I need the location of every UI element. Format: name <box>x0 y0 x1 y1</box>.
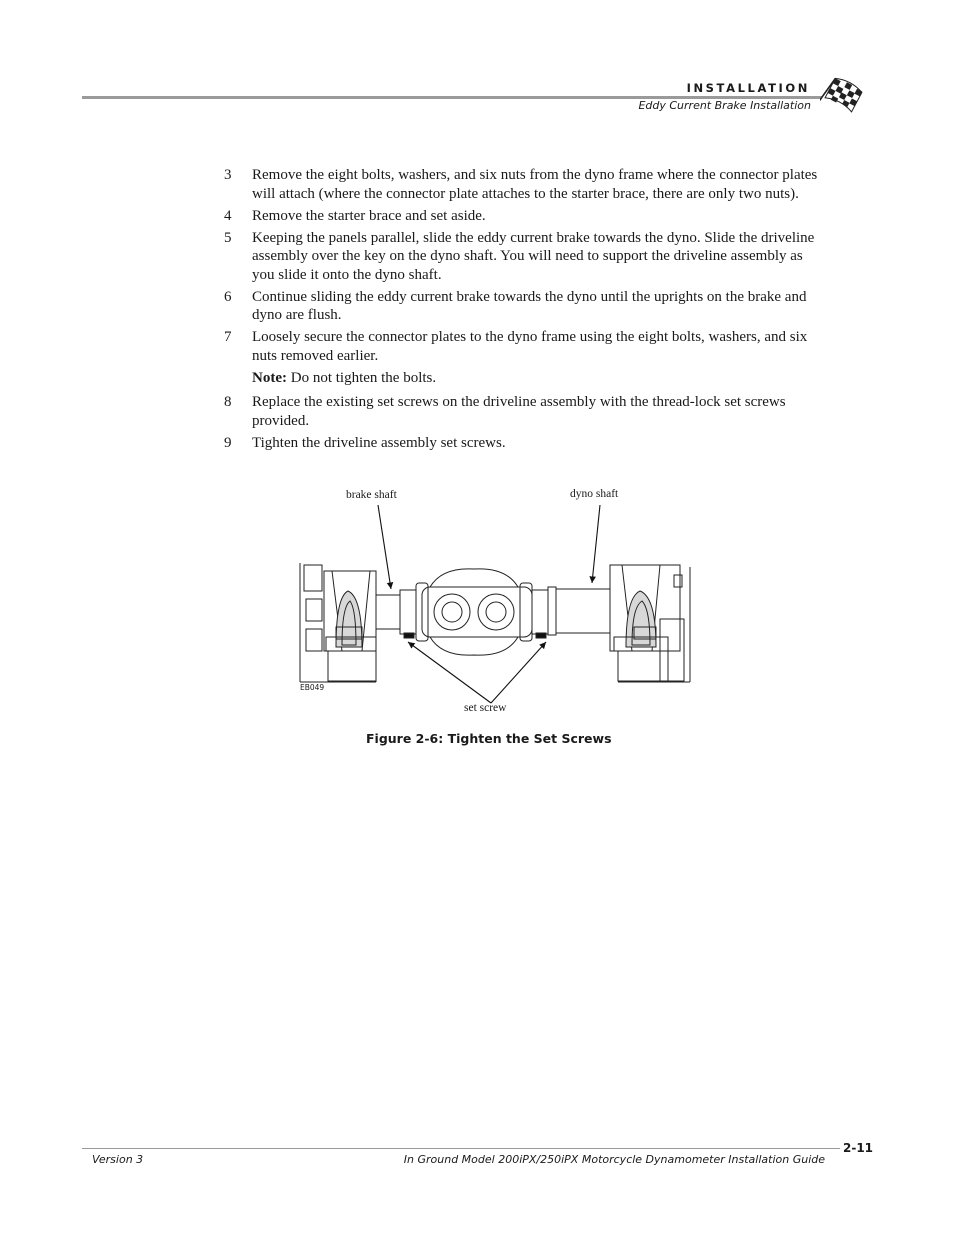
step-text: Tighten the driveline assembly set screws. <box>252 434 506 451</box>
step-item <box>224 393 824 430</box>
step-text: Keeping the panels parallel, slide the eddy current brake towards the dyno. Slide the driveline assembly over the key on the dyno shaft. You will need to support the driveline assembly as you slide it onto the dyno shaft. <box>252 229 815 283</box>
step-text: Remove the starter brace and set aside. <box>252 207 486 224</box>
step-number: 6 <box>224 288 232 305</box>
section-subtitle: Eddy Current Brake Installation <box>638 99 811 112</box>
step-text: Continue sliding the eddy current brake towards the dyno until the uprights on the brake and dyno are flush. <box>252 288 807 323</box>
step-item <box>224 328 824 365</box>
step-text: Replace the existing set screws on the driveline assembly with the thread-lock set screws provided. <box>252 394 786 429</box>
footer-guide-title: In Ground Model 200iPX/250iPX Motorcycle Dynamometer Installation Guide <box>403 1153 825 1166</box>
footer-version: Version 3 <box>92 1153 144 1166</box>
page-number: 2-11 <box>843 1141 874 1155</box>
note-text: Do not tighten the bolts. <box>290 369 437 386</box>
figure-code: EB049 <box>300 683 325 692</box>
step-number: 8 <box>224 394 232 410</box>
driveline-illustration <box>296 487 696 723</box>
step-item <box>224 229 824 285</box>
step-item <box>224 288 824 325</box>
section-title: INSTALLATION <box>686 81 810 95</box>
note <box>252 369 824 388</box>
brake-shaft-label: brake shaft <box>346 489 397 501</box>
step-number: 4 <box>224 207 232 224</box>
instruction-steps <box>224 166 824 456</box>
step-text: Loosely secure the connector plates to the dyno frame using the eight bolts, washers, and six nuts removed earlier. <box>252 329 808 364</box>
step-item <box>224 207 824 226</box>
dyno-shaft-label: dyno shaft <box>570 488 619 500</box>
driveline-figure <box>296 487 696 723</box>
checkered-flag-icon <box>820 74 866 118</box>
step-text: Remove the eight bolts, washers, and six nuts from the dyno frame where the connector plates will attach (where the connector plate attaches to the starter brace, there are only two nuts). <box>252 167 818 202</box>
step-number: 9 <box>224 434 232 451</box>
figure-caption: Figure 2-6: Tighten the Set Screws <box>366 731 612 746</box>
note-label: Note: <box>252 369 287 386</box>
step-item <box>224 166 824 203</box>
step-item <box>224 434 824 453</box>
footer-rule <box>82 1148 840 1149</box>
set-screw-label: set screw <box>464 702 507 714</box>
step-number: 7 <box>224 329 232 345</box>
step-number: 3 <box>224 167 232 183</box>
step-number: 5 <box>224 229 232 246</box>
